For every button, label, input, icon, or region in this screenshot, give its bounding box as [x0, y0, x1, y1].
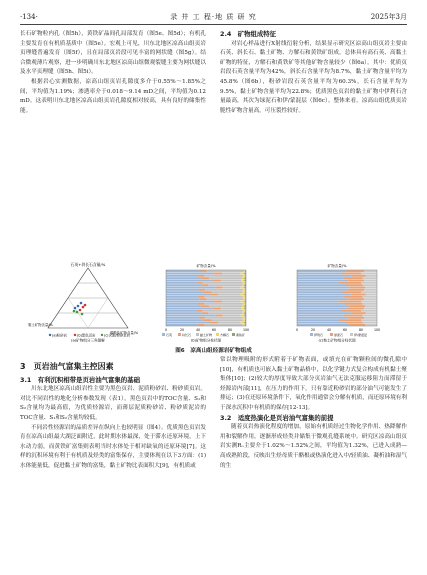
bar-segment [297, 280, 348, 282]
bar-segment [212, 280, 221, 282]
legend-marker [74, 334, 76, 336]
bar-segment [363, 315, 377, 317]
running-header [20, 10, 407, 25]
bar-segment [366, 275, 377, 277]
bar-segment [243, 324, 245, 326]
bar-segment [365, 324, 377, 326]
bar-segment [297, 282, 339, 284]
bar-segment [297, 315, 343, 317]
bar-segment [199, 289, 205, 291]
bar-segment [166, 296, 197, 298]
bar-segment [166, 277, 202, 279]
ternary-point [77, 305, 80, 308]
ternary-left-label: 黏土矿物含量/% [28, 323, 53, 327]
bar-segment [198, 303, 204, 305]
bar-segment [297, 287, 350, 289]
bar-segment [297, 298, 348, 300]
bars1-axis-label: 矿物含量/% [196, 264, 216, 268]
legend-swatch [162, 333, 165, 336]
bar-segment [221, 308, 241, 310]
ternary-legend-item: (b)黑色页岩 [77, 333, 96, 338]
bar-segment [197, 296, 204, 298]
bar-segment [341, 291, 361, 293]
paragraph: 不同岩性烃源岩的品质差异在纵向上也较明显（图4）。优质黑色页岩发育在凉高山组最大湖泛面附近，此时期水体最深，处于滞水还原环境，上下水动力弱，而黄铁矿富集则表明当时水体处于相对缺氧的还原环境[7]。这样的沉积环境有利于有机质及烃类的富集保存，主要体现在以下3方面：(1)水体能量低，促进黏土矿物的富集，黏土矿物比表面积大[9]，有机质或 [20, 424, 206, 469]
bar-segment [297, 289, 347, 291]
figure-6 [20, 262, 407, 342]
bar-segment [366, 312, 377, 314]
figure-caption: 图6 凉高山组烃源岩矿物组成 [175, 348, 252, 354]
bar-segment [166, 301, 214, 303]
bar-segment [343, 315, 362, 317]
legend-marker [49, 334, 51, 336]
bar-segment [297, 273, 341, 275]
bar-segment [201, 284, 208, 286]
bar-segment [361, 291, 377, 293]
bar-segment [216, 315, 223, 317]
mineral-bar-chart [162, 263, 249, 342]
bar-segment [166, 308, 212, 310]
bar-segment [207, 270, 244, 272]
bar-segment [339, 282, 361, 284]
bars1-legend-item: 石英 [166, 333, 173, 337]
bars2-tick: 20 [310, 328, 316, 332]
bar-segment [243, 303, 245, 305]
bar-segment [166, 319, 204, 321]
bar-segment [364, 280, 377, 282]
bar-segment [240, 287, 244, 289]
ternary-legend-item: (c)含泥/粉砂页岩 [104, 333, 130, 338]
bar-segment [166, 315, 216, 317]
bar-segment [243, 284, 245, 286]
bar-segment [208, 312, 242, 314]
bar-segment [242, 305, 244, 307]
page-number: ·134· [20, 13, 38, 21]
figure-6-graphic [20, 262, 407, 342]
bar-segment [361, 319, 377, 321]
bar-segment [243, 310, 245, 312]
bar-segment [243, 312, 245, 314]
bars1-legend-item: 黄铁矿 [236, 333, 246, 337]
ternary-point [84, 304, 87, 307]
bar-segment [196, 310, 202, 312]
ternary-point [74, 307, 77, 310]
ternary-top-label: 石英+斜长石含量/% [70, 262, 106, 267]
bar-segment [204, 303, 242, 305]
bar-segment [198, 275, 204, 277]
bar-segment [243, 282, 245, 284]
bar-segment [240, 294, 244, 296]
bar-segment [205, 317, 243, 319]
bars1-tick: 40 [195, 328, 201, 332]
bar-segment [204, 319, 212, 321]
legend-swatch [350, 333, 353, 336]
bar-segment [341, 273, 361, 275]
bar-segment [297, 305, 350, 307]
legend-swatch [232, 333, 235, 336]
bar-segment [223, 287, 241, 289]
bar-segment [297, 322, 345, 324]
bar-segment [166, 310, 196, 312]
bar-segment [166, 317, 199, 319]
bar-segment [208, 284, 242, 286]
ternary-point [81, 313, 84, 316]
bar-segment [204, 291, 212, 293]
bar-segment [345, 303, 363, 305]
bar-segment [166, 280, 212, 282]
bar-segment [343, 296, 362, 298]
bar-segment [205, 289, 243, 291]
bar-segment [363, 277, 377, 279]
bar-segment [366, 294, 377, 296]
ternary-point [73, 310, 76, 313]
bar-segment [297, 310, 341, 312]
bars1-plot [166, 270, 246, 326]
bar-segment [218, 294, 240, 296]
bar-segment [361, 310, 377, 312]
bars1-tick: 60 [211, 328, 217, 332]
bar-segment [244, 308, 246, 310]
bar-segment [345, 322, 363, 324]
bar-segment [244, 305, 246, 307]
bar-segment [166, 289, 199, 291]
bar-segment [244, 270, 246, 272]
bar-segment [297, 291, 341, 293]
bar-segment [350, 305, 365, 307]
bar-segment [348, 317, 364, 319]
bar-segment [244, 298, 246, 300]
bar-segment [166, 275, 198, 277]
bar-segment [363, 322, 377, 324]
bar-segment [166, 284, 201, 286]
bar-segment [210, 294, 218, 296]
bar-segment [166, 322, 210, 324]
bar-segment [222, 273, 240, 275]
bar-segment [351, 312, 365, 314]
ternary-point [79, 309, 82, 312]
bar-segment [212, 308, 221, 310]
bar-segment [240, 322, 244, 324]
bar-segment [244, 322, 246, 324]
bar-segment [339, 319, 361, 321]
journal-name: 录 井 工 程·地 质 研 究 [170, 13, 257, 21]
bar-segment [297, 294, 351, 296]
bars2-tick: 0 [295, 328, 299, 332]
bar-segment [347, 289, 365, 291]
bar-segment [297, 317, 348, 319]
ternary-legend-item: (a)粉砂岩 [52, 333, 67, 338]
bar-segment [244, 312, 246, 314]
bar-segment [166, 298, 200, 300]
bar-segment [200, 298, 207, 300]
paragraph: 川东北地区凉高山组岩性主要为黑色页岩、泥质粉砂岩、粉砂质页岩。对比不同岩性的地化分析参数发现（表1），黑色页岩中的TOC含量、S₁和S₂含量均为最高值，为优质烃源岩，而薄层泥质粉砂岩、粉砂质泥岩的TOC含量、S₁和S₂含量均较低。 [20, 386, 206, 421]
bars1-legend-item: 黏土矿物 [200, 333, 213, 337]
bar-segment [166, 303, 198, 305]
ternary-diagram [28, 262, 139, 342]
paragraph: 随着页岩热演化程度的增加，原始有机质经过生物化学作用、热降解作用和裂解作用，逐渐形成烃类并储集于微观孔缝系统中。研究区凉高山组页岩实测Rₒ主要介于1.02%～1.52%之间，平均值为1.32%，已进入成熟—高成熟阶段，反映出生烃母质干酪根或热演化进入中/轻质油、凝析油和湿气的生 [220, 424, 407, 469]
bars2-legend-item: 绿泥石 [334, 333, 344, 337]
bar-segment [363, 296, 377, 298]
bar-segment [214, 301, 222, 303]
bar-segment [244, 273, 246, 275]
legend-marker [101, 334, 103, 336]
bars2-tick: 40 [326, 328, 332, 332]
bar-segment [166, 270, 200, 272]
bar-segment [297, 277, 343, 279]
bar-segment [339, 301, 361, 303]
bar-segment [365, 305, 377, 307]
bar-segment [244, 294, 246, 296]
bars1-legend-item: 方解石 [220, 333, 230, 337]
subsection-heading: 3.1 有利沉积相带是页岩油气富集的基础 [20, 375, 140, 384]
bar-segment [204, 324, 242, 326]
clay-bar-chart [296, 263, 380, 342]
bar-segment [343, 277, 362, 279]
bar-segment [212, 291, 243, 293]
bar-segment [166, 294, 210, 296]
bar-segment [297, 324, 350, 326]
bar-segment [202, 305, 209, 307]
bar-segment [240, 273, 244, 275]
bar-segment [363, 284, 377, 286]
bar-segment [347, 308, 365, 310]
bar-segment [214, 273, 222, 275]
bar-segment [361, 301, 377, 303]
bars2-subcaption: (c)黏土矿物组分柱状图 [318, 338, 356, 342]
bar-segment [297, 303, 345, 305]
bar-segment [365, 287, 377, 289]
bar-segment [297, 284, 345, 286]
bar-segment [241, 280, 244, 282]
bar-segment [244, 301, 246, 303]
bar-segment [222, 301, 240, 303]
bar-segment [244, 287, 246, 289]
bar-segment [243, 317, 245, 319]
subsection-heading: 3.2 适度热演化是页岩油气富集的前提 [220, 413, 334, 422]
left-column-top [20, 30, 206, 116]
bar-segment [297, 312, 351, 314]
bar-segment [345, 284, 363, 286]
bar-segment [244, 280, 246, 282]
bars1-tick: 100 [242, 328, 250, 332]
bar-segment [166, 287, 216, 289]
bar-segment [341, 310, 361, 312]
section-heading: 2.4 矿物组成特征 [220, 30, 277, 38]
bar-segment [223, 315, 241, 317]
bars2-legend-item: 伊利石 [314, 333, 324, 337]
bar-segment [203, 310, 243, 312]
bar-segment [297, 275, 351, 277]
ternary-point [80, 302, 83, 305]
bar-segment [350, 287, 365, 289]
issue-date: 2025年3月 [370, 13, 407, 21]
bar-segment [297, 270, 347, 272]
legend-swatch [178, 333, 181, 336]
bar-segment [351, 294, 365, 296]
bar-segment [363, 303, 377, 305]
bar-segment [243, 291, 245, 293]
bar-segment [204, 275, 242, 277]
bar-segment [243, 296, 245, 298]
bar-segment [202, 277, 209, 279]
bar-segment [197, 324, 204, 326]
bar-segment [364, 270, 377, 272]
ternary-right-label: 碳酸盐矿物含量/% [110, 331, 139, 335]
bar-segment [204, 296, 242, 298]
bar-segment [361, 273, 377, 275]
bar-segment [212, 319, 243, 321]
ternary-point [82, 306, 85, 309]
bar-segment [244, 315, 246, 317]
bar-segment [200, 270, 207, 272]
bars1-tick: 80 [227, 328, 233, 332]
bars2-tick: 100 [373, 328, 381, 332]
section-heading: 3 页岩油气富集主控因素 [20, 362, 114, 371]
bar-segment [243, 319, 245, 321]
bar-segment [207, 298, 244, 300]
bar-segment [347, 270, 365, 272]
bar-segment [348, 280, 364, 282]
bars2-tick: 80 [358, 328, 364, 332]
bar-segment [297, 319, 339, 321]
bar-segment [244, 284, 246, 286]
paragraph: 长石矿物粒内孔（图5h），黄铁矿晶间孔局部发育（图5e、图5d）；有机孔主要发育在有机质基质中（图5e）。宏观上可见，川东北地区凉高山组页岩页理缝普遍发育（图5f），且在局部页岩段可见丰富的网状缝（图5g）。结合微观薄片观察，进一步明确川东北地区凉高山组微观裂缝主要为网状缝以及水平页理缝（图5h、图5i）。 [20, 31, 206, 76]
bar-segment [209, 277, 242, 279]
bar-segment [240, 315, 244, 317]
bar-segment [297, 308, 347, 310]
bar-segment [199, 317, 205, 319]
bar-segment [241, 308, 244, 310]
bar-segment [166, 273, 214, 275]
paragraph: 常以物理吸附的形式附着于矿物表面，或填充在矿物颗粒间的微孔隙中[10]，有机质也可嵌入黏土矿物晶格中，以化学键力式复合构成有机黏土聚集体[10]；(2)较大的厚度导致大部分页岩油气无法克服运移阻力而滞留于烃源岩内部[11]，在压力的作用下，只有靠近粉砂岩的部分油气可能发生了排运；(3)在还原环境条件下，氧化作用通常会分解有机质，而还原环境有利于深水沉积中有机质的保存[12-13]。 [220, 357, 407, 411]
bar-segment [361, 282, 377, 284]
bar-segment [216, 287, 223, 289]
bar-segment [243, 275, 245, 277]
bar-segment [348, 298, 364, 300]
bars2-axis-label: 矿物含量/% [327, 264, 347, 268]
bars1-tick: 20 [179, 328, 185, 332]
bars1-legend-item: 斜长石 [182, 333, 192, 337]
bar-segment [364, 298, 377, 300]
paragraph: 根据岩心实测数据，凉高山组页岩孔隙度多介于0.55%～1.85%之间，平均值为1.19%；渗透率介于0.018～9.14 mD之间，平均值为0.12 mD。这表明川东北地区凉高山组页岩孔隙度相对较高，具有良好的储集性能。 [20, 78, 206, 114]
left-column-bottom [20, 356, 206, 472]
bar-segment [364, 289, 377, 291]
bar-segment [209, 305, 242, 307]
legend-swatch [216, 333, 219, 336]
bar-segment [350, 324, 365, 326]
bars2-plot [297, 270, 377, 326]
bars1-subcaption: (b)矿物组分柱状图 [190, 338, 222, 342]
ternary-point [76, 311, 79, 314]
bar-segment [242, 277, 244, 279]
bar-segment [203, 282, 243, 284]
bar-segment [297, 296, 343, 298]
bar-segment [240, 301, 244, 303]
bar-segment [244, 277, 246, 279]
bar-segment [364, 308, 377, 310]
right-column-top [220, 30, 407, 116]
bar-segment [166, 291, 204, 293]
bar-segment [221, 280, 241, 282]
ternary-subcaption: (a)矿物组分三角图解 [71, 338, 105, 342]
bar-segment [196, 282, 202, 284]
bar-segment [364, 317, 377, 319]
bar-segment [166, 312, 201, 314]
bars1-tick: 0 [164, 328, 168, 332]
bar-segment [297, 301, 339, 303]
bar-segment [243, 289, 245, 291]
bar-segment [166, 324, 197, 326]
bar-segment [166, 305, 202, 307]
legend-swatch [330, 333, 333, 336]
bar-segment [351, 275, 365, 277]
legend-swatch [310, 333, 313, 336]
bar-segment [166, 282, 196, 284]
bar-segment [201, 312, 208, 314]
bars2-legend-item: 伊/蒙混层 [354, 333, 368, 337]
right-column-bottom [220, 356, 407, 471]
paragraph: 对岩心样品进行X射线衍射分析，结果显示研究区凉高山组页岩主要由石英、斜长石、黏土矿物、方解石和黄铁矿组成。总体具有高石英、高黏土矿物的特征，方解石和黄铁矿等其他矿物含量较少（图6a）。其中：优质页岩段石英含量平均为42%，斜长石含量平均为8.7%，黏土矿物含量平均为45.8%（图6b），粉砂岩段石英含量平均为60.3%，长石含量平均为9.5%，黏土矿物含量平均为22.8%；优质黑色页岩的黏土矿物中伊利石含量最高，其次为绿泥石和伊/蒙混层（图6c）。整体来看，凉高山组优质页岩脆性矿物含量高，可压裂性较好。 [220, 40, 407, 114]
bar-segment [210, 322, 218, 324]
bars2-tick: 60 [342, 328, 348, 332]
legend-swatch [196, 333, 199, 336]
bar-segment [218, 322, 240, 324]
